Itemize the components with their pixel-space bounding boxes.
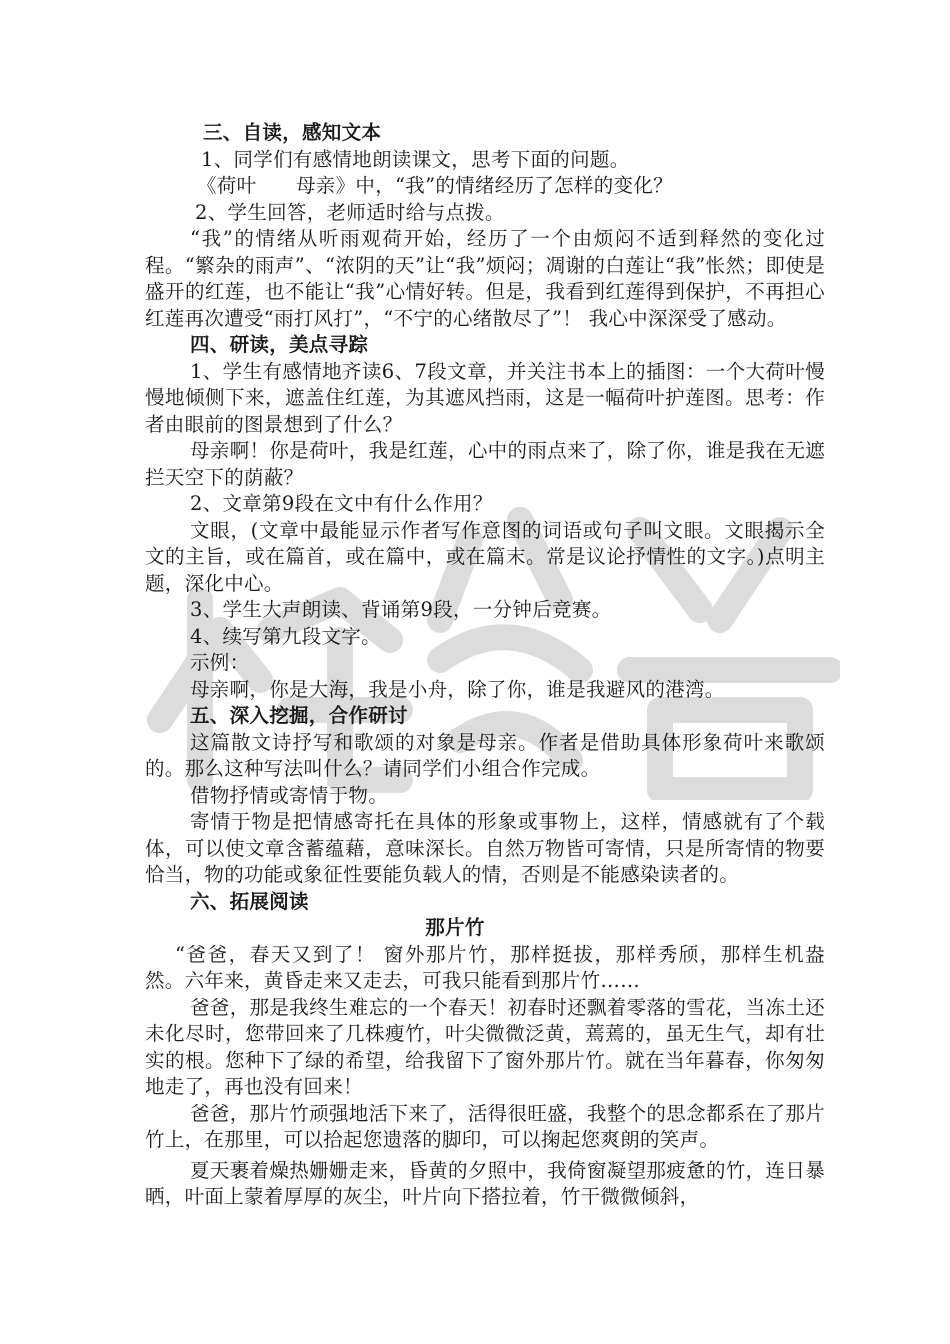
paragraph-4-5: 3、学生大声朗读、背诵第9段，一分钟后竞赛。	[190, 598, 612, 621]
paragraph-5-1: 这篇散文诗抒写和歌颂的对象是母亲。作者是借助具体形象荷叶来歌颂的。那么这种写法叫什么？请同学们小组合作完成。	[145, 730, 825, 780]
question-2: 2、学生回答，老师适时给与点拨。	[195, 200, 505, 224]
essay-paragraph-1: “爸爸，春天又到了！ 窗外那片竹，那样挺拔，那样秀颀，那样生机盎然。六年来，黄昏走来又走去，可我只能看到那片竹……	[145, 942, 825, 992]
essay-paragraph-3: 爸爸，那片竹顽强地活下来了，活得很旺盛，我整个的思念都系在了那片竹上，在那里，可以拾起您遗落的脚印，可以掬起您爽朗的笑声。	[145, 1101, 825, 1151]
paragraph-4-4: 文眼，(文章中最能显示作者写作意图的词语或句子叫文眼。文眼揭示全文的主旨，或在篇首，或在篇中，或在篇末。常是议论抒情性的文字。)点明主题，深化中心。	[145, 518, 825, 595]
section-heading-4: 四、研读，美点寻踪	[190, 333, 369, 356]
essay-paragraph-4: 夏天裹着燥热姗姗走来，昏黄的夕照中，我倚窗凝望那疲惫的竹，连日暴晒，叶面上蒙着厚厚的灰尘，叶片向下搭拉着，竹干微微倾斜，	[145, 1158, 825, 1208]
section-heading-5: 五、深入挖掘，合作研讨	[190, 704, 408, 727]
section-heading-3: 三、自读，感知文本	[203, 121, 382, 144]
question-1: 1、同学们有感情地朗读课文，思考下面的问题。	[201, 147, 630, 171]
paragraph-4-2: 母亲啊！你是荷叶，我是红莲，心中的雨点来了，除了你，谁是我在无遮拦天空下的荫蔽？	[145, 439, 825, 489]
answer-paragraph: “我”的情绪从听雨观荷开始，经历了一个由烦闷不适到释然的变化过程。“繁杂的雨声”、“浓阴的天”让“我”烦闷；凋谢的白莲让“我”怅然；即使是盛开的红莲，也不能让“我”心情好转。但是，我看到红莲得到保护，不再担心红莲再次遭受“雨打风打”，“不宁的心绪散尽了”！ 我心中深深受了感动。	[145, 227, 825, 330]
essay-paragraph-2: 爸爸，那是我终生难忘的一个春天！初春时还飘着零落的雪花，当冻土还未化尽时，您带回来了几株瘦竹，叶尖微微泛黄，蔫蔫的，虽无生气，却有壮实的根。您种下了绿的希望，给我留下了窗外那片竹。就在当年暮春，你匆匆地走了，再也没有回来！	[145, 995, 825, 1098]
example-label: 示例：	[190, 651, 250, 674]
essay-title: 那片竹	[425, 916, 485, 939]
paragraph-4-3: 2、文章第9段在文中有什么作用？	[190, 492, 493, 515]
example-text: 母亲啊，你是大海，我是小舟，除了你，谁是我避风的港湾。	[190, 677, 725, 701]
section-heading-6: 六、拓展阅读	[190, 889, 309, 913]
paragraph-5-2: 借物抒情或寄情于物。	[190, 783, 389, 807]
paragraph-4-1: 1、学生有感情地齐读6、7段文章，并关注书本上的插图：一个大荷叶慢慢地倾侧下来，遮盖住红莲，为其遮风挡雨，这是一幅荷叶护莲图。思考：作者由眼前的图景想到了什么？	[145, 359, 825, 436]
document-body	[145, 120, 825, 1211]
question-1-text: 《荷叶 母亲》中，“我”的情绪经历了怎样的变化？	[197, 174, 673, 197]
paragraph-5-3: 寄情于物是把情感寄托在具体的形象或事物上，这样，情感就有了个载体，可以使文章含蓄蕴藉，意味深长。自然万物皆可寄情，只是所寄情的物要恰当，物的功能或象征性要能负载人的情，否则是不能感染读者的。	[145, 810, 825, 886]
paragraph-4-6: 4、续写第九段文字。	[190, 624, 381, 648]
